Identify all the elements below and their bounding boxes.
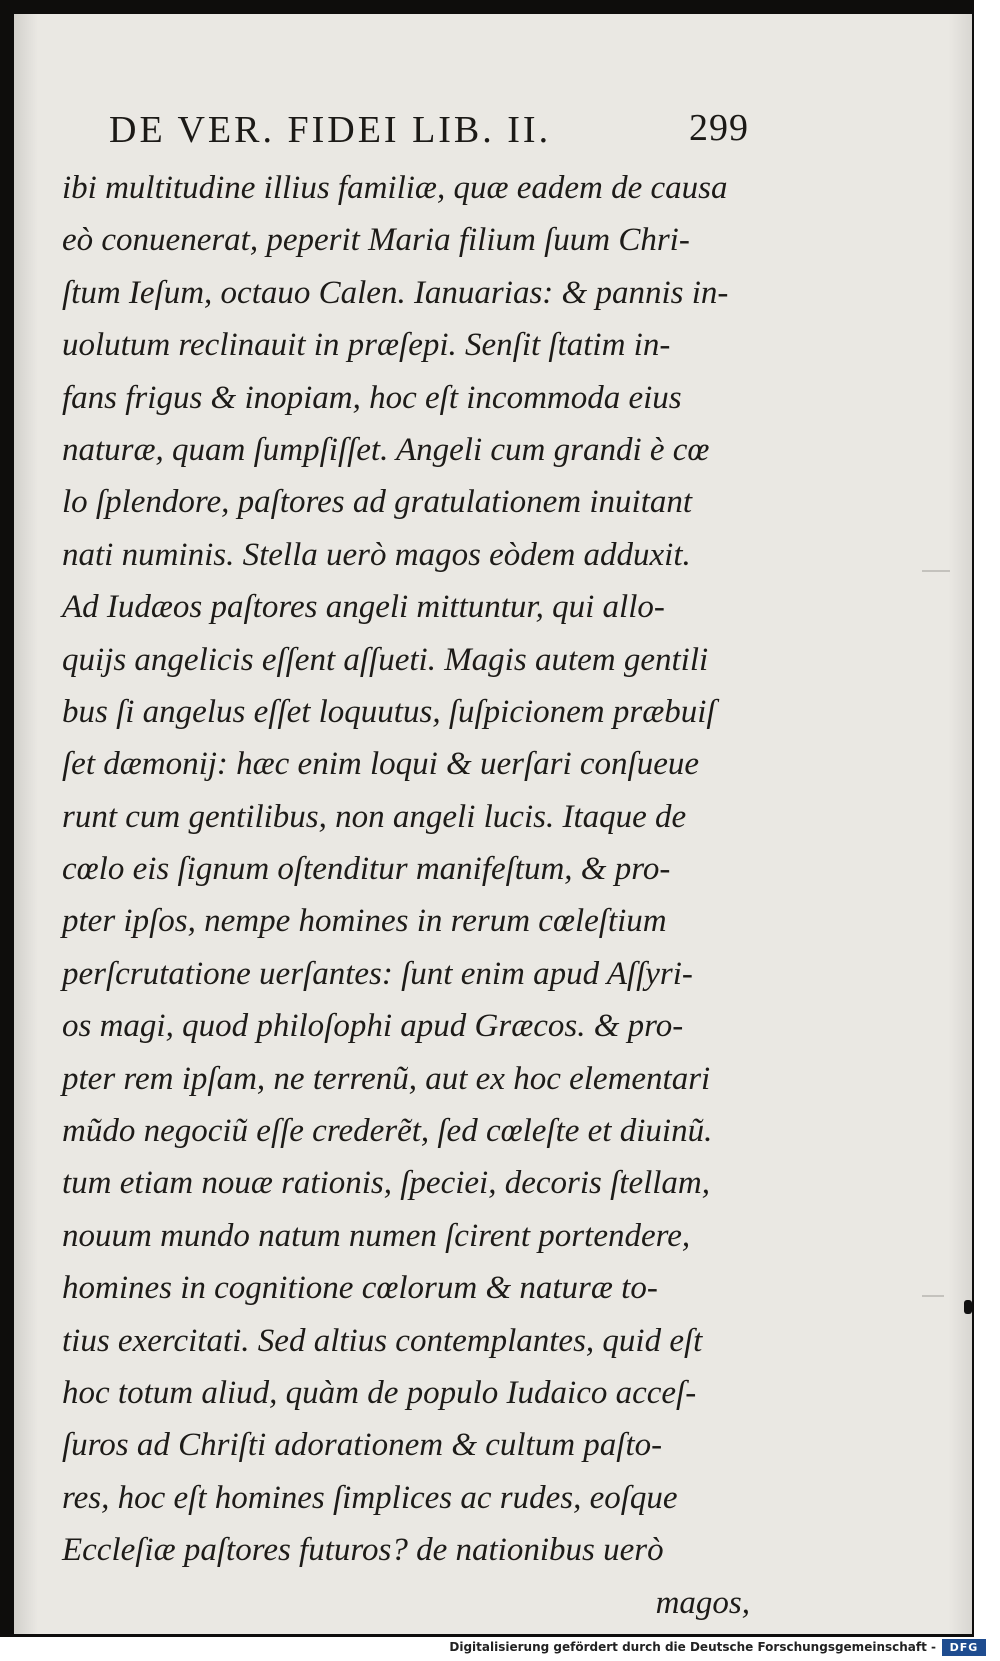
text-line: os magi, quod philoſophi apud Græcos. & pro- bbox=[62, 1008, 684, 1045]
text-line: nouum mundo natum numen ſcirent portendere, bbox=[62, 1217, 691, 1254]
text-line: pter ipſos, nempe homines in rerum cœleſtium bbox=[62, 903, 667, 940]
text-line: hoc totum aliud, quàm de populo Iudaico acceſ- bbox=[62, 1374, 697, 1411]
text-line: eò conuenerat, peperit Maria filium ſuum Chri- bbox=[62, 222, 690, 259]
text-line: homines in cognitione cœlorum & naturæ to- bbox=[62, 1270, 658, 1307]
text-line: pter rem ipſam, ne terrenũ, aut ex hoc elementari bbox=[62, 1060, 711, 1097]
running-head bbox=[99, 100, 749, 160]
text-line: Eccleſiæ paſtores futuros? de nationibus uerò bbox=[62, 1532, 664, 1569]
text-line: tius exercitati. Sed altius contemplantes, quid eſt bbox=[62, 1322, 703, 1359]
text-line: res, hoc eſt homines ſimplices ac rudes, eoſque bbox=[62, 1479, 678, 1516]
text-line: lo ſplendore, paſtores ad gratulationem inuitant bbox=[62, 484, 693, 521]
text-block bbox=[62, 162, 762, 1629]
text-line: ſet dæmonij: hæc enim loqui & uerſari conſueue bbox=[62, 746, 699, 783]
text-line: runt cum gentilibus, non angeli lucis. Itaque de bbox=[62, 798, 687, 835]
text-line: bus ſi angelus eſſet loquutus, ſuſpicionem præbuiſ bbox=[62, 693, 716, 730]
text-line: quijs angelicis eſſent aſſueti. Magis autem gentili bbox=[62, 641, 709, 678]
text-line: Ad Iudæos paſtores angeli mittuntur, qui allo- bbox=[62, 589, 665, 626]
page-number: 299 bbox=[689, 107, 749, 149]
margin-mark bbox=[922, 570, 950, 572]
text-line: ſtum Ieſum, octauo Calen. Ianuarias: & pannis in- bbox=[62, 274, 729, 311]
text-line: ſuros ad Chriſti adorationem & cultum paſto- bbox=[62, 1427, 663, 1464]
digitization-credit: Digitalisierung gefördert durch die Deutsche Forschungsgemeinschaft - bbox=[449, 1640, 936, 1654]
text-line: cœlo eis ſignum oſtenditur manifeſtum, & pro- bbox=[62, 851, 671, 888]
edge-mark bbox=[964, 1300, 972, 1314]
text-line: perſcrutatione uerſantes: ſunt enim apud Aſſyri- bbox=[62, 955, 693, 992]
dfg-logo: DFG bbox=[942, 1639, 986, 1656]
text-line: tum etiam nouæ rationis, ſpeciei, decoris ſtellam, bbox=[62, 1165, 711, 1202]
catchword: magos, bbox=[655, 1584, 750, 1621]
text-line: ibi multitudine illius familiæ, quæ eadem de causa bbox=[62, 170, 728, 206]
running-title: DE VER. FIDEI LIB. II. bbox=[109, 109, 552, 151]
text-line: uolutum reclinauit in præſepi. Senſit ſtatim in- bbox=[62, 327, 671, 364]
text-line: mũdo negociũ eſſe crederẽt, ſed cœleſte et diuinũ. bbox=[62, 1113, 713, 1150]
text-line: nati numinis. Stella uerò magos eòdem adduxit. bbox=[62, 536, 691, 573]
text-line: fans frigus & inopiam, hoc eſt incommoda eius bbox=[62, 379, 682, 416]
margin-mark bbox=[922, 1295, 944, 1297]
book-page bbox=[14, 14, 972, 1634]
text-line: naturæ, quam ſumpſiſſet. Angeli cum grandi è cœ bbox=[62, 431, 710, 468]
